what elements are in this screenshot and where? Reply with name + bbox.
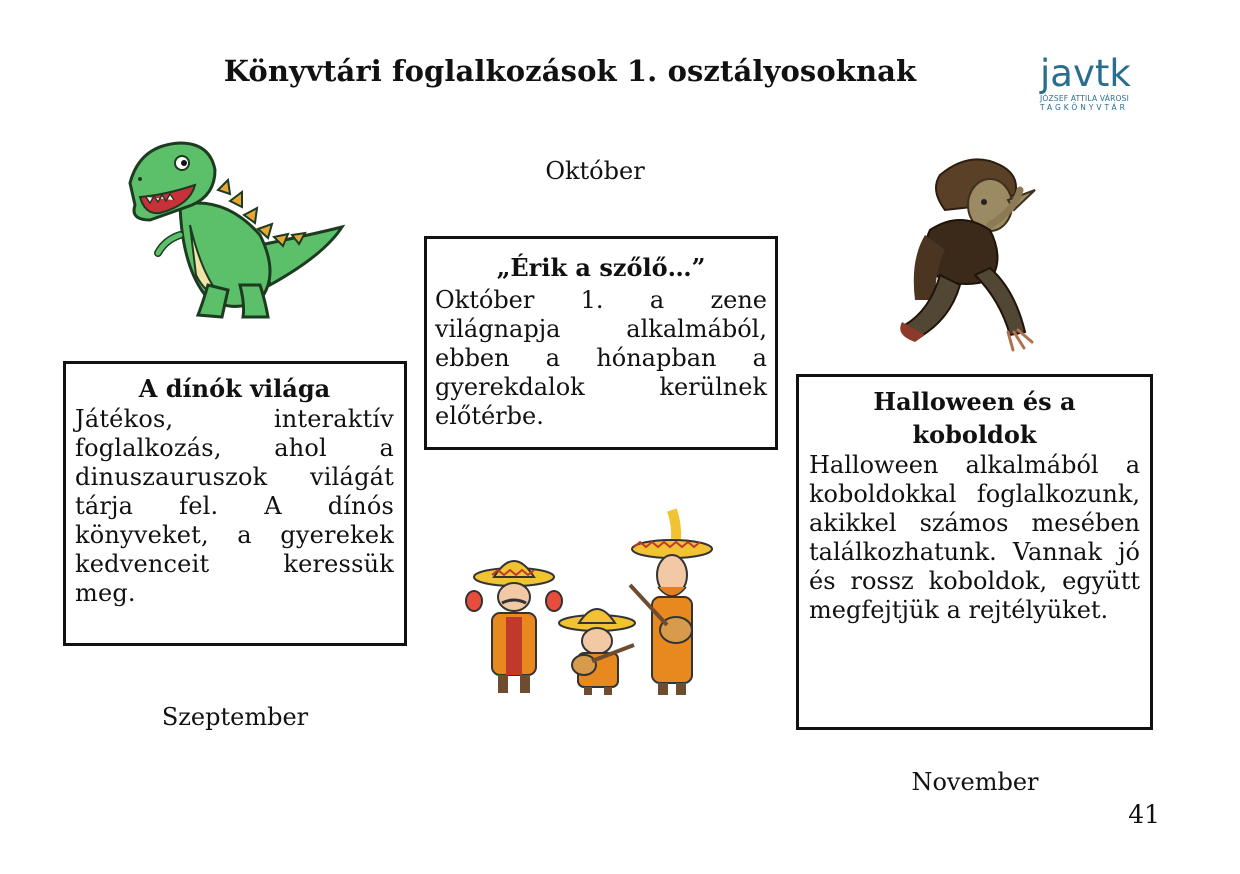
program-text-halloween: Halloween alkalmából a koboldokkal foglalkozunk, akikkel számos mesében találkozhatunk. Vannak jó és rossz koboldok, együtt megfejtjük a rejtélyüket.	[809, 451, 1140, 624]
logo-line-1: JÓZSEF ATTILA VÁROSI	[1040, 94, 1129, 103]
program-box-grapes	[424, 236, 778, 450]
program-title-halloween: Halloween és a koboldok	[873, 387, 1076, 449]
month-label-october: Október	[545, 157, 645, 185]
dinosaur-image	[110, 135, 350, 325]
logo-line-2: TAGKÖNYVTÁR	[1040, 103, 1128, 112]
program-box-halloween	[796, 374, 1153, 730]
program-box-dinos	[63, 361, 407, 646]
mariachi-image	[462, 505, 712, 700]
goblin-image	[890, 150, 1050, 355]
program-title-dinos: A dínók világa	[138, 374, 331, 403]
logo-mark: javtk	[1040, 52, 1131, 95]
page-number: 41	[1128, 800, 1160, 829]
program-text-dinos: Játékos, interaktív foglalkozás, ahol a dinuszauruszok világát tárja fel. A dínós könyveket, a gyerekek kedvenceit keressük meg.	[75, 405, 394, 607]
program-title-grapes: „Érik a szőlő…”	[496, 253, 706, 282]
library-logo	[1040, 54, 1155, 124]
month-label-september: Szeptember	[161, 703, 309, 731]
page-title: Könyvtári foglalkozások 1. osztályosoknak	[223, 54, 917, 88]
program-text-grapes: Október 1. a zene világnapja alkalmából, ebben a hónapban a gyerekdalok kerülnek előtérbe.	[435, 286, 767, 430]
month-label-november: November	[911, 768, 1039, 796]
